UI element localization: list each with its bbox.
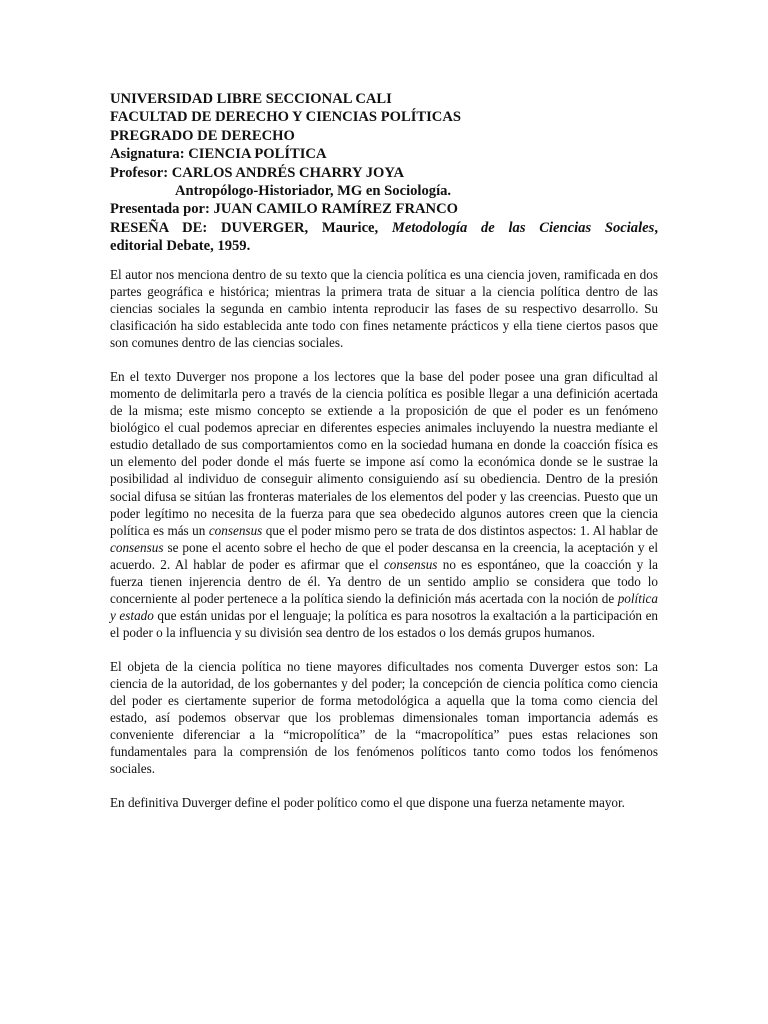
consensus-term-3: consensus — [383, 556, 438, 572]
professor-line — [110, 164, 658, 182]
document-header — [110, 90, 658, 256]
professor-title-line: Antropólogo-Historiador, MG en Sociología. — [175, 183, 452, 200]
review-book-title: Metodología de las Ciencias Sociales — [391, 219, 655, 236]
paragraph-3: El objeta de la ciencia política no tiene mayores dificultades nos comenta Duverger estos son: La ciencia de la autoridad, de los gobernantes y del poder; la concepción de ciencia política como ciencia del poder es ciertamente superior de forma metodológica a aquella que la toma como ciencia del estado, así podemos observar que los problemas dimensionales toman importancia además es conveniente diferenciar a la “micropolítica” de la “macropolítica” pues estas relaciones son fundamentales para la comprensión de los fenómenos políticos tanto como todos los fenómenos sociales. — [110, 658, 658, 777]
review-publisher-line: editorial Debate, 1959. — [110, 238, 251, 255]
estado-term: estado — [119, 608, 154, 624]
subject-line — [110, 145, 658, 163]
paragraph-2-text-e: que están unidas por el lenguaje; la política es para nosotros la exaltación a la participación en el poder o la influencia y su división sea dentro de los estados o los demás grupos humanos. — [110, 608, 659, 641]
y-term: y — [110, 608, 116, 624]
presented-label: Presentada por: — [110, 201, 210, 218]
review-prefix: RESEÑA DE: DUVERGER, Maurice, — [110, 219, 379, 236]
paragraph-2-text-b: que el poder mismo pero se trata de dos distintos aspectos: 1. Al hablar de — [265, 522, 659, 538]
consensus-term-1: consensus — [208, 522, 263, 538]
paragraph-2 — [110, 368, 658, 642]
paragraph-4: En definitiva Duverger define el poder político como el que dispone una fuerza netamente mayor. — [110, 794, 625, 810]
program-line: PREGRADO DE DERECHO — [110, 127, 295, 144]
university-line: UNIVERSIDAD LIBRE SECCIONAL CALI — [110, 91, 392, 107]
review-comma: , — [654, 219, 658, 236]
paragraph-2-text-a: En el texto Duverger nos propone a los lectores que la base del poder posee una gran dificultad al momento de delimitarla pero a través de la ciencia política es posible llegar a una definición acertada de la misma; este mismo concepto se extiende a la proposición de que el poder es un fenómeno biológico el cual podemos apreciar en diferentes especies animales incluyendo la nuestra mediante el estudio detallado de sus comportamientos como en la sociedad humana en donde la coacción física es un elemento del poder donde el más fuerte se impone así como la económica donde se le sustrae la posibilidad al individuo de conseguir alimento consiguiendo así su obediencia. Dentro de la presión social difusa se sitúan las fronteras materiales de los elementos del poder y las creencias. Puesto que un poder legítimo no necesita de la fuerza para que sea obedecido algunos autores creen que la ciencia política es más un — [110, 368, 658, 538]
paragraph-2-text-d: no es espontáneo, que la coacción y la fuerza tienen injerencia dentro de él. Ya dentro de un sentido amplio se considera que todo lo concerniente al poder pertenece a la política siendo la definición más acertada con la noción de — [110, 556, 658, 607]
consensus-term-2: consensus — [110, 539, 164, 555]
document-body — [110, 266, 658, 827]
presented-line — [110, 200, 658, 218]
paragraph-1: El autor nos menciona dentro de su texto que la ciencia política es una ciencia joven, ramificada en dos partes geográfica e histórica; mientras la primera trata de situar a la ciencia política dentro de las ciencias sociales la segunda en cambio intenta reproducir las fases de su respectivo desarrollo. Su clasificación ha sido establecida ante todo con fines netamente prácticos y ella tiene ciertos pasos que son comunes dentro de las ciencias sociales. — [110, 267, 658, 351]
faculty-line: FACULTAD DE DERECHO Y CIENCIAS POLÍTICAS — [110, 109, 461, 126]
subject-value: CIENCIA POLÍTICA — [188, 146, 327, 163]
professor-label: Profesor: — [110, 164, 169, 181]
professor-value: CARLOS ANDRÉS CHARRY JOYA — [171, 164, 405, 181]
presented-value: JUAN CAMILO RAMÍREZ FRANCO — [213, 201, 458, 218]
subject-label: Asignatura: — [110, 146, 185, 163]
review-line — [110, 219, 658, 237]
politica-term: política — [617, 591, 658, 607]
paragraph-2-text-c: se pone el acento sobre el hecho de que el poder descansa en la creencia, la aceptación y el acuerdo. 2. Al hablar de poder es afirmar que el — [110, 539, 658, 572]
